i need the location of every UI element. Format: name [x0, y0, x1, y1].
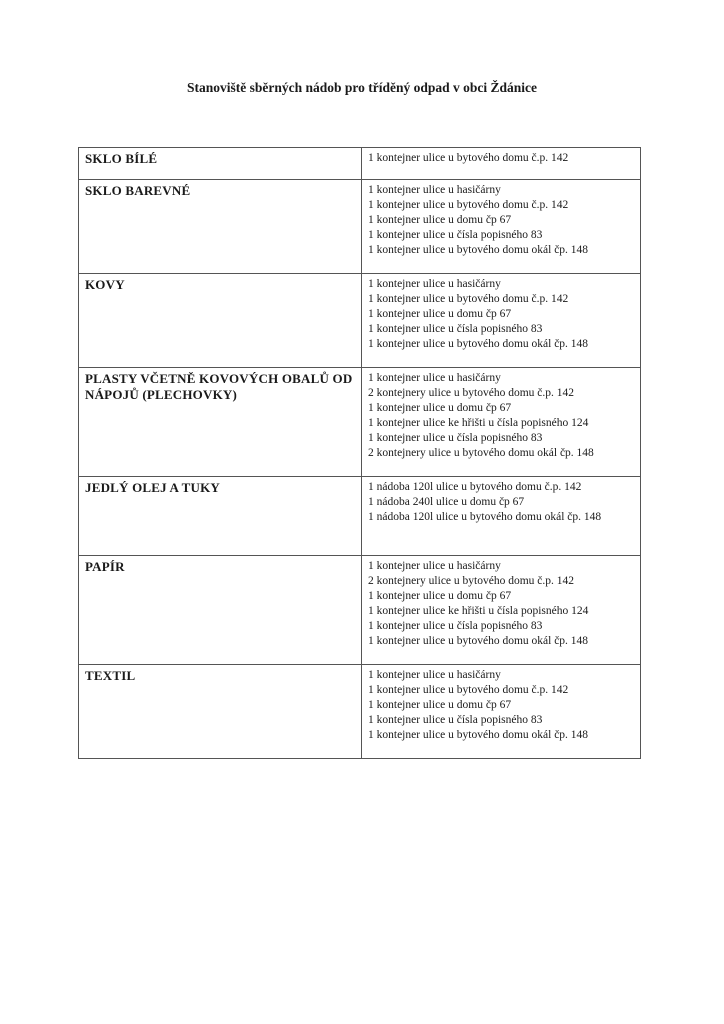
location-line: 1 kontejner ulice u čísla popisného 83	[368, 432, 543, 444]
table-row	[79, 148, 641, 180]
container-locations	[362, 477, 641, 556]
location-line: 1 kontejner ulice ke hřišti u čísla popisného 124	[368, 605, 589, 617]
location-line: 1 kontejner ulice u bytového domu okál čp. 148	[368, 244, 589, 256]
waste-collection-table	[78, 147, 641, 759]
location-line: 1 kontejner ulice u domu čp 67	[368, 590, 512, 602]
container-locations	[362, 556, 641, 665]
location-line: 1 kontejner ulice u domu čp 67	[368, 699, 512, 711]
location-line: 1 kontejner ulice u čísla popisného 83	[368, 323, 543, 335]
container-locations	[362, 665, 641, 759]
location-line: 1 kontejner ulice u bytového domu okál čp. 148	[368, 338, 589, 350]
location-line: 2 kontejnery ulice u bytového domu č.p. 142	[368, 387, 575, 399]
location-line: 1 kontejner ulice u čísla popisného 83	[368, 714, 543, 726]
container-locations	[362, 274, 641, 368]
location-line: 2 kontejnery ulice u bytového domu okál čp. 148	[368, 447, 594, 459]
location-line: 1 nádoba 120l ulice u bytového domu okál čp. 148	[368, 511, 602, 523]
waste-category: TEXTIL	[79, 665, 362, 759]
location-line: 1 kontejner ulice u čísla popisného 83	[368, 229, 543, 241]
waste-category: SKLO BAREVNÉ	[79, 180, 362, 274]
container-locations	[362, 368, 641, 477]
waste-category: PAPÍR	[79, 556, 362, 665]
location-line: 1 kontejner ulice u bytového domu č.p. 142	[368, 293, 569, 305]
location-line: 1 kontejner ulice u domu čp 67	[368, 308, 512, 320]
waste-category: KOVY	[79, 274, 362, 368]
location-line: 2 kontejnery ulice u bytového domu č.p. 142	[368, 575, 575, 587]
location-line: 1 kontejner ulice u hasičárny	[368, 372, 501, 384]
table-row	[79, 274, 641, 368]
location-line: 1 kontejner ulice u bytového domu č.p. 142	[368, 152, 569, 164]
table-body	[79, 148, 641, 759]
waste-category: JEDLÝ OLEJ A TUKY	[79, 477, 362, 556]
page-title: Stanoviště sběrných nádob pro tříděný odpad v obci Ždánice	[186, 80, 538, 95]
table-row	[79, 180, 641, 274]
waste-category: PLASTY VČETNĚ KOVOVÝCH OBALŮ OD NÁPOJŮ (PLECHOVKY)	[79, 368, 362, 477]
location-line: 1 kontejner ulice ke hřišti u čísla popisného 124	[368, 417, 589, 429]
table-row	[79, 477, 641, 556]
location-line: 1 kontejner ulice u hasičárny	[368, 278, 501, 290]
container-locations	[362, 148, 641, 180]
table-row	[79, 665, 641, 759]
location-line: 1 nádoba 120l ulice u bytového domu č.p. 142	[368, 481, 582, 493]
table-row	[79, 368, 641, 477]
location-line: 1 kontejner ulice u hasičárny	[368, 560, 501, 572]
location-line: 1 nádoba 240l ulice u domu čp 67	[368, 496, 525, 508]
location-line: 1 kontejner ulice u čísla popisného 83	[368, 620, 543, 632]
location-line: 1 kontejner ulice u bytového domu okál čp. 148	[368, 729, 589, 741]
location-line: 1 kontejner ulice u domu čp 67	[368, 402, 512, 414]
table-row	[79, 556, 641, 665]
location-line: 1 kontejner ulice u hasičárny	[368, 669, 501, 681]
location-line: 1 kontejner ulice u bytového domu okál čp. 148	[368, 635, 589, 647]
location-line: 1 kontejner ulice u domu čp 67	[368, 214, 512, 226]
location-line: 1 kontejner ulice u bytového domu č.p. 142	[368, 199, 569, 211]
location-line: 1 kontejner ulice u bytového domu č.p. 142	[368, 684, 569, 696]
waste-category: SKLO BÍLÉ	[79, 148, 362, 180]
location-line: 1 kontejner ulice u hasičárny	[368, 184, 501, 196]
container-locations	[362, 180, 641, 274]
